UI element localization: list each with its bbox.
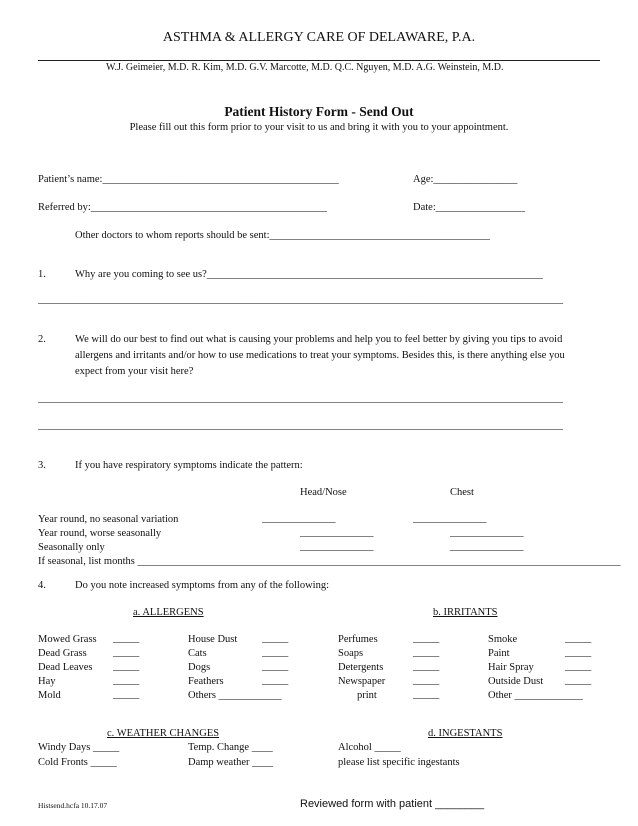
weather-heading: c. WEATHER CHANGES [107,728,220,739]
q3-row-nose-blank[interactable]: ______________ [262,513,336,524]
irritant-blank[interactable]: _____ [565,675,592,686]
allergen-item: Dogs [188,662,211,673]
q3-text: If you have respiratory symptoms indicate the pattern: [75,460,303,471]
referred-by-field[interactable]: Referred by:_____________________________________________ [38,202,328,213]
q3-row-chest-blank[interactable]: ______________ [450,541,524,552]
allergen-blank[interactable]: _____ [113,647,140,658]
irritant-blank[interactable]: _____ [413,675,440,686]
irritant-item: Paint [488,648,510,659]
irritant-other-field[interactable]: Other _____________ [488,690,583,701]
allergen-blank[interactable]: _____ [262,661,289,672]
irritant-blank[interactable]: _____ [413,689,440,700]
allergen-item: Mold [38,690,61,701]
q3-row-nose-blank[interactable]: ______________ [300,541,374,552]
footer-code: Histsend.hcfa 10.17.07 [38,801,108,810]
q2-answer-line-2[interactable]: ____________________________________________________________________________________________________ [38,420,563,431]
allergen-blank[interactable]: _____ [113,661,140,672]
q3-chest-header: Chest [450,487,474,498]
irritant-blank[interactable]: _____ [413,633,440,644]
irritant-item: Perfumes [338,634,378,645]
allergen-item: Dead Grass [38,648,87,659]
q3-row-label: Year round, worse seasonally [38,528,162,539]
allergen-item: Cats [188,648,207,659]
doctor-list: W.J. Geimeier, M.D. R. Kim, M.D. G.V. Marcotte, M.D. Q.C. Nguyen, M.D. A.G. Weinstein, M.D. [106,62,504,73]
q1-text[interactable]: Why are you coming to see us?________________________________________________________________ [75,269,543,280]
allergen-blank[interactable]: _____ [262,647,289,658]
q3-row-label: Year round, no seasonal variation [38,514,179,525]
other-doctors-field[interactable]: Other doctors to whom reports should be sent:__________________________________________ [75,230,491,241]
q2-line3: expect from your visit here? [75,366,194,377]
org-name: ASTHMA & ALLERGY CARE OF DELAWARE, P.A. [162,30,476,45]
allergen-other-field[interactable]: Others ____________ [188,690,282,701]
allergen-item: Mowed Grass [38,634,97,645]
q4-number: 4. [38,580,46,591]
allergen-item: House Dust [188,634,238,645]
weather-item[interactable]: Windy Days _____ [38,742,120,753]
irritant-item: Soaps [338,648,364,659]
irritant-item: Detergents [338,662,384,673]
weather-item[interactable]: Damp weather ____ [188,757,274,768]
q3-seasonal-months-field[interactable]: If seasonal, list months ____________________________________________________________________________________________ [38,556,621,567]
q3-row-nose-blank[interactable]: ______________ [300,527,374,538]
weather-item[interactable]: Cold Fronts _____ [38,757,117,768]
ingestant-list-label: please list specific ingestants [338,757,460,768]
ingestants-heading: d. INGESTANTS [428,728,503,739]
header-rule [38,60,600,61]
allergen-blank[interactable]: _____ [113,675,140,686]
irritant-blank[interactable]: _____ [413,661,440,672]
allergen-item: Feathers [188,676,224,687]
q3-row-label: Seasonally only [38,542,105,553]
irritants-heading: b. IRRITANTS [433,607,498,618]
q3-number: 3. [38,460,46,471]
irritant-blank[interactable]: _____ [565,647,592,658]
form-instructions: Please fill out this form prior to your visit to us and bring it with you to your appointment. [129,122,509,133]
weather-item[interactable]: Temp. Change ____ [188,742,273,753]
form-title: Patient History Form - Send Out [224,104,414,119]
q2-answer-line-1[interactable]: ____________________________________________________________________________________________________ [38,393,563,404]
patient-name-field[interactable]: Patient’s name:_____________________________________________ [38,174,339,185]
allergen-blank[interactable]: _____ [262,675,289,686]
irritant-item: print [357,690,377,701]
irritant-item: Smoke [488,634,518,645]
irritant-item: Outside Dust [488,676,544,687]
q2-number: 2. [38,334,46,345]
q3-row-chest-blank[interactable]: ______________ [450,527,524,538]
allergens-heading: a. ALLERGENS [133,607,204,618]
q1-answer-line[interactable]: ____________________________________________________________________________________________________ [38,294,563,305]
allergen-item: Hay [38,676,56,687]
allergen-item: Dead Leaves [38,662,93,673]
q3-head-nose-header: Head/Nose [300,487,347,498]
q4-text: Do you note increased symptoms from any of the following: [75,580,329,591]
allergen-blank[interactable]: _____ [262,633,289,644]
ingestant-alcohol-field[interactable]: Alcohol _____ [338,742,401,753]
allergen-blank[interactable]: _____ [113,689,140,700]
age-field[interactable]: Age:________________ [413,174,518,185]
allergen-blank[interactable]: _____ [113,633,140,644]
q3-row-chest-blank[interactable]: ______________ [413,513,487,524]
irritant-item: Newspaper [338,676,386,687]
q1-number: 1. [38,269,46,280]
irritant-item: Hair Spray [488,662,534,673]
date-field[interactable]: Date:_________________ [413,202,525,213]
irritant-blank[interactable]: _____ [565,661,592,672]
reviewed-field[interactable]: Reviewed form with patient ________ [300,798,485,810]
irritant-blank[interactable]: _____ [565,633,592,644]
irritant-blank[interactable]: _____ [413,647,440,658]
q2-line1: We will do our best to find out what is causing your problems and help you to feel better by giving you tips to avoid [75,334,563,345]
q2-line2: allergens and irritants and/or how to use medications to treat your symptoms. Besides this, is there anything else you [75,350,565,361]
